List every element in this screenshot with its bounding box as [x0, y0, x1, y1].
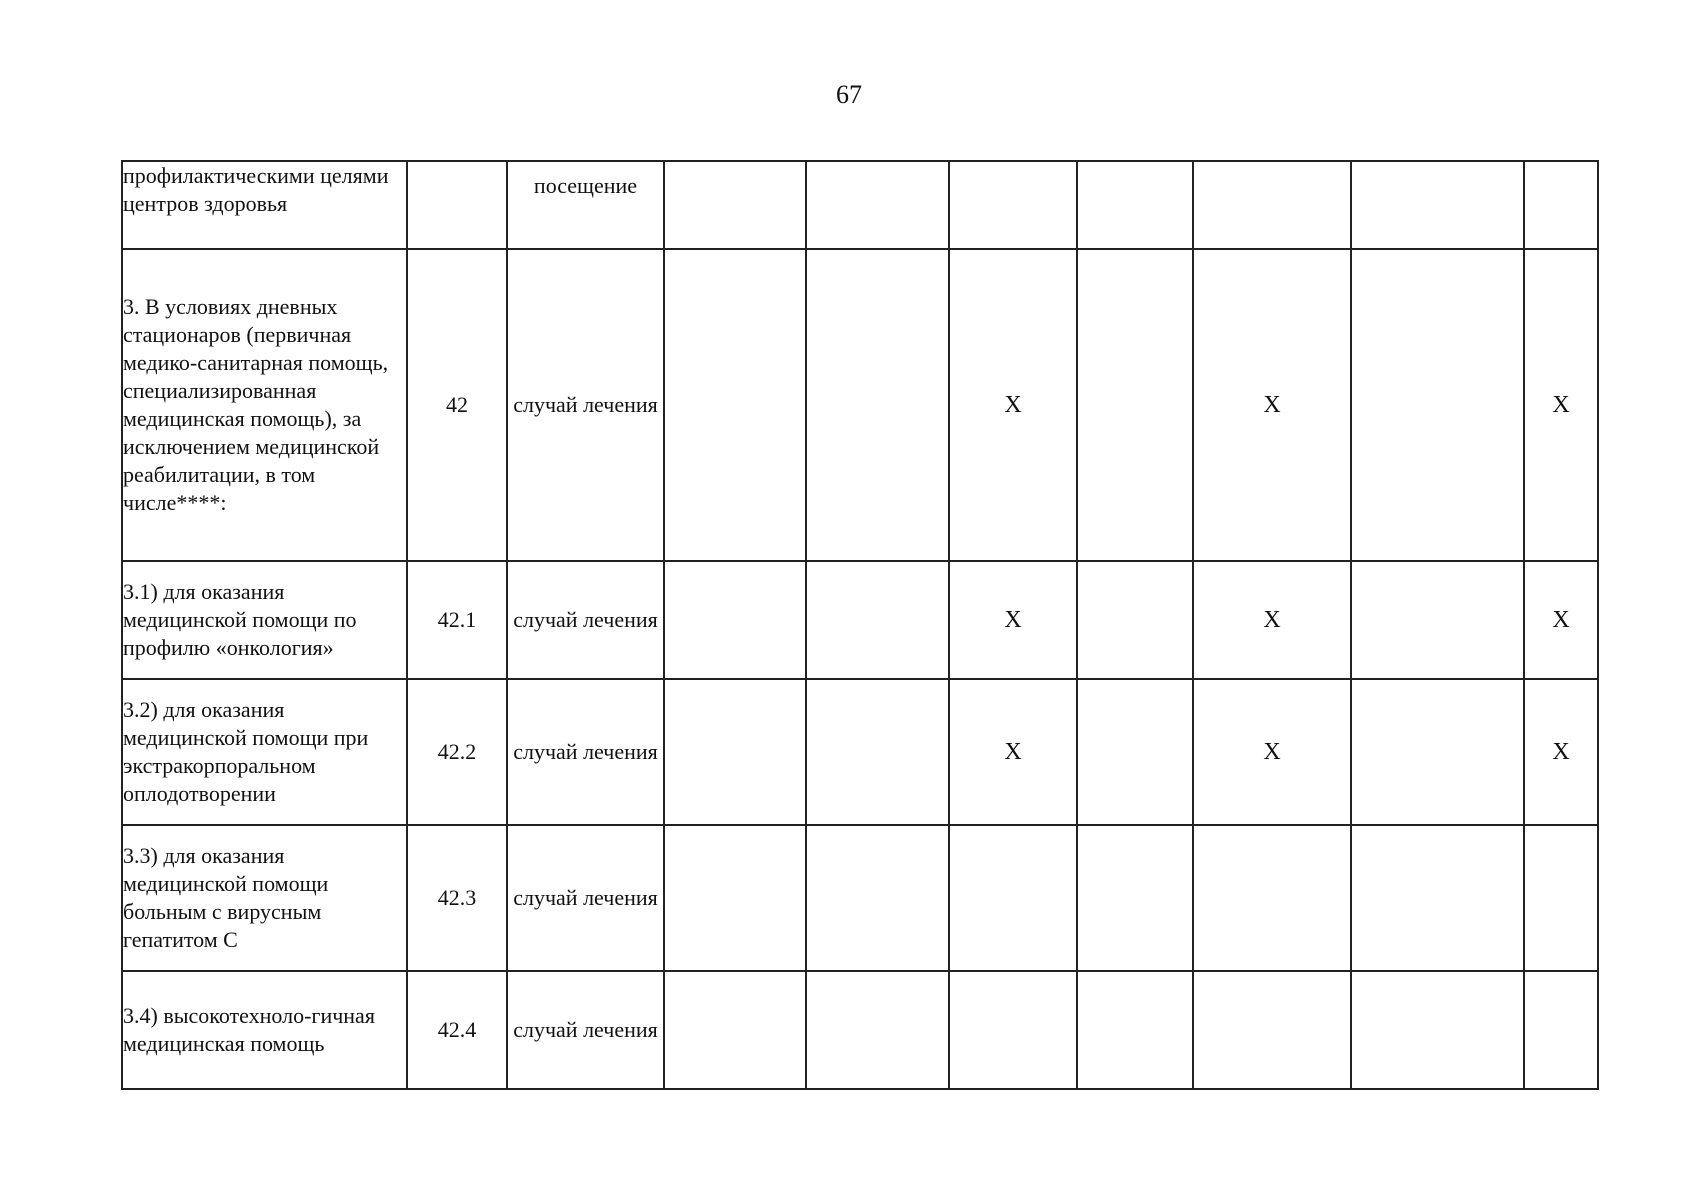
cell-mark: [1351, 249, 1524, 561]
cell-mark: [806, 679, 949, 825]
cell-mark: [949, 161, 1077, 249]
row-name: 3. В условиях дневных стационаров (первичная медико-санитарная помощь, специализированная медицинская помощь), за исключением медицинской реабилитации, в том числе****:: [122, 249, 407, 561]
table-row: [122, 249, 1598, 561]
cell-mark: [664, 971, 806, 1089]
cell-mark: [1351, 971, 1524, 1089]
cell-mark: [806, 561, 949, 679]
cell-mark: [1077, 561, 1193, 679]
cell-mark: [1351, 679, 1524, 825]
row-name: 3.1) для оказания медицинской помощи по профилю «онкология»: [122, 561, 407, 679]
row-number: [407, 161, 507, 249]
cell-mark: Х: [1524, 679, 1598, 825]
cell-mark: [664, 679, 806, 825]
cell-mark: [1077, 971, 1193, 1089]
cell-mark: [1077, 679, 1193, 825]
table-row: [122, 679, 1598, 825]
cell-mark: [664, 161, 806, 249]
cell-mark: [664, 825, 806, 971]
cell-mark: Х: [1524, 249, 1598, 561]
data-table: [121, 160, 1599, 1090]
row-unit: случай лечения: [507, 561, 664, 679]
cell-mark: [806, 249, 949, 561]
page-number: 67: [836, 80, 862, 109]
row-number: 42.4: [407, 971, 507, 1089]
cell-mark: [664, 249, 806, 561]
row-name: 3.4) высокотехноло-гичная медицинская помощь: [122, 971, 407, 1089]
cell-mark: Х: [1193, 249, 1351, 561]
cell-mark: [1077, 161, 1193, 249]
row-unit: случай лечения: [507, 679, 664, 825]
cell-mark: [1351, 161, 1524, 249]
table-row: [122, 161, 1598, 249]
cell-mark: [1524, 825, 1598, 971]
row-name: 3.3) для оказания медицинской помощи больным с вирусным гепатитом С: [122, 825, 407, 971]
table-row: [122, 561, 1598, 679]
cell-mark: [949, 971, 1077, 1089]
cell-mark: [664, 561, 806, 679]
cell-mark: [1077, 825, 1193, 971]
row-number: 42.2: [407, 679, 507, 825]
row-unit: посещение: [507, 161, 664, 249]
cell-mark: [949, 825, 1077, 971]
cell-mark: [1351, 561, 1524, 679]
cell-mark: [1351, 825, 1524, 971]
cell-mark: Х: [1193, 679, 1351, 825]
cell-mark: [1193, 971, 1351, 1089]
row-name: 3.2) для оказания медицинской помощи при экстракорпоральном оплодотворении: [122, 679, 407, 825]
cell-mark: [1193, 161, 1351, 249]
cell-mark: [806, 825, 949, 971]
cell-mark: [1524, 161, 1598, 249]
row-number: 42.3: [407, 825, 507, 971]
row-unit: случай лечения: [507, 249, 664, 561]
row-unit: случай лечения: [507, 971, 664, 1089]
cell-mark: Х: [949, 249, 1077, 561]
row-name: профилактическими целями центров здоровья: [122, 161, 407, 249]
cell-mark: Х: [949, 679, 1077, 825]
cell-mark: [1524, 971, 1598, 1089]
table-row: [122, 825, 1598, 971]
cell-mark: [1077, 249, 1193, 561]
cell-mark: [806, 161, 949, 249]
row-number: 42.1: [407, 561, 507, 679]
row-unit: случай лечения: [507, 825, 664, 971]
row-number: 42: [407, 249, 507, 561]
cell-mark: [806, 971, 949, 1089]
cell-mark: [1193, 825, 1351, 971]
cell-mark: Х: [1193, 561, 1351, 679]
cell-mark: Х: [1524, 561, 1598, 679]
table-row: [122, 971, 1598, 1089]
cell-mark: Х: [949, 561, 1077, 679]
